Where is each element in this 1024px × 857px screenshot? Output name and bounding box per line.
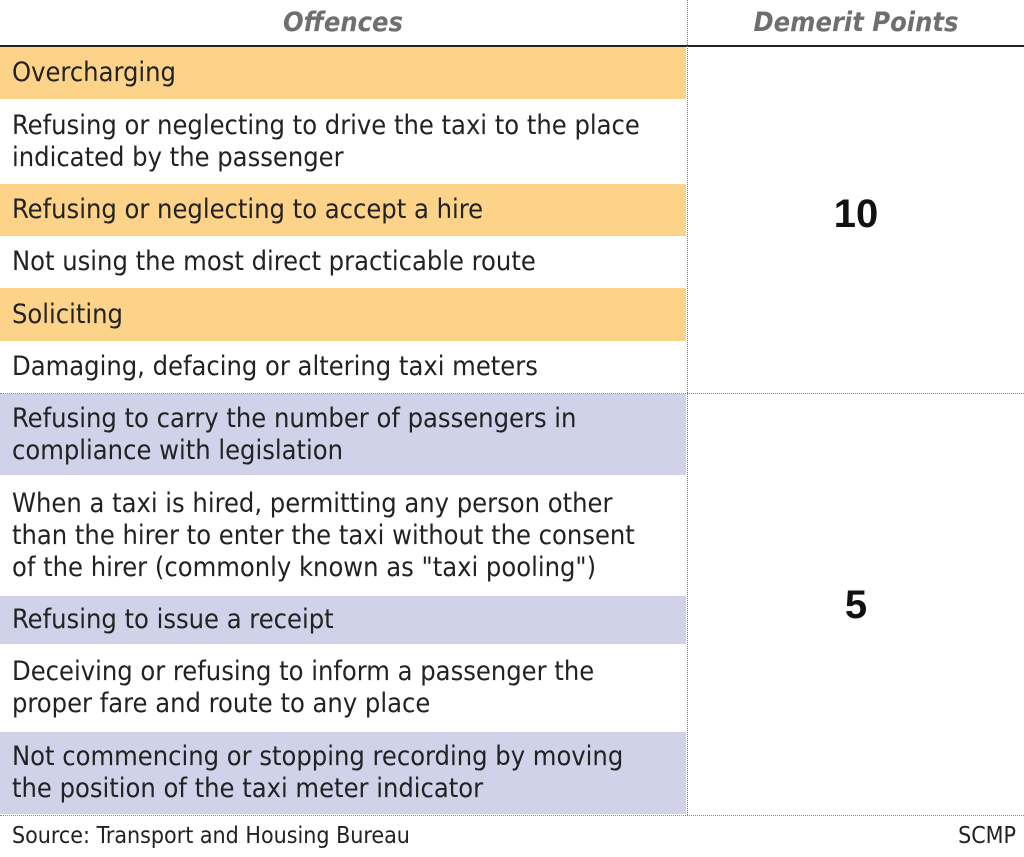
offences-header: Offences xyxy=(283,7,403,38)
offence-row xyxy=(0,184,686,236)
footer xyxy=(0,815,1024,857)
offence-text: Refusing to issue a receipt xyxy=(12,604,334,635)
offence-row xyxy=(0,732,686,814)
offence-text: Overcharging xyxy=(12,57,176,88)
offence-text: Refusing to carry the number of passengers in compliance with legislation xyxy=(12,402,577,466)
offence-row xyxy=(0,394,686,475)
column-divider xyxy=(687,0,688,815)
points-value-group-2: 5 xyxy=(844,583,868,627)
offence-row xyxy=(0,236,686,288)
offence-row xyxy=(0,475,686,596)
offence-row xyxy=(0,644,686,732)
offence-row xyxy=(0,341,686,393)
brand-credit: SCMP xyxy=(958,823,1016,849)
offence-row xyxy=(0,596,686,644)
offence-row xyxy=(0,288,686,341)
offence-text: Deceiving or refusing to inform a passenger the proper fare and route to any place xyxy=(12,656,595,719)
offence-text: Soliciting xyxy=(12,298,123,330)
demerit-points-header: Demerit Points xyxy=(753,7,959,38)
offence-row xyxy=(0,47,686,99)
offence-text: Not commencing or stopping recording by moving the position of the taxi meter indicator xyxy=(12,741,624,804)
source-credit: Source: Transport and Housing Bureau xyxy=(12,823,410,849)
offence-text: When a taxi is hired, permitting any person other than the hirer to enter the taxi without the consent of the hirer (commonly known as "taxi pooling") xyxy=(12,487,635,583)
offence-text: Refusing or neglecting to drive the taxi to the place indicated by the passenger xyxy=(12,109,640,173)
points-value-group-1: 10 xyxy=(833,192,879,236)
offence-row xyxy=(0,99,686,184)
offence-text: Not using the most direct practicable route xyxy=(12,246,536,277)
offence-text: Refusing or neglecting to accept a hire xyxy=(12,194,484,225)
offence-text: Damaging, defacing or altering taxi meters xyxy=(12,351,538,382)
